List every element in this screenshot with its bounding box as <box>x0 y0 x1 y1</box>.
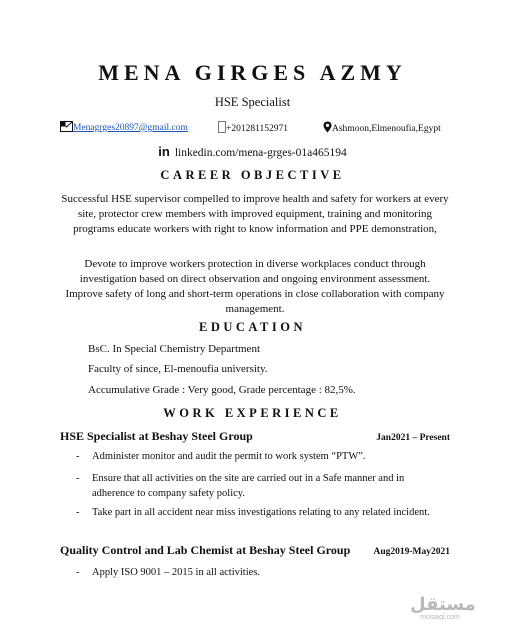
career-paragraph-1: Successful HSE supervisor compelled to improve health and safety for workers at every site, protector crew members with improved equipment, training and monitoring programs educate workers with right to know information and PPE demonstration, <box>61 193 449 235</box>
list-item <box>76 506 436 521</box>
bullet-dash: - <box>76 567 80 578</box>
career-paragraph-2: Devote to improve workers protection in diverse workplaces conduct through investigation based on direct observation and ongoing environment assessment. Improve safety of long and short-term operations in close collaboration with company management. <box>65 258 445 315</box>
list-item <box>76 450 436 465</box>
job-title-row <box>60 429 450 444</box>
location-pin-icon <box>323 121 332 136</box>
watermark-url: mostaql.com <box>420 614 460 621</box>
location-text: Ashmoon,Elmenoufia,Egypt <box>332 123 441 134</box>
email-icon <box>60 121 73 135</box>
phone-contact <box>218 121 288 136</box>
job-role: HSE Specialist <box>214 95 291 109</box>
education-faculty: Faculty of since, El-menoufia university. <box>88 363 268 375</box>
job-date: Jan2021 – Present <box>376 433 450 443</box>
bullet-text: Administer monitor and audit the permit to work system “PTW”. <box>92 451 366 462</box>
linkedin-url[interactable]: linkedin.com/mena-grges-01a465194 <box>174 147 347 159</box>
email-link[interactable]: Menagrges20897@gmail.com <box>73 123 188 133</box>
linkedin-icon: in <box>158 144 170 159</box>
bullet-text: Ensure that all activities on the site are carried out in a Safe manner and in adherence to company safety policy. <box>92 473 405 499</box>
bullet-dash: - <box>76 473 80 484</box>
job-title-row <box>60 543 450 558</box>
phone-number: +201281152971 <box>226 123 289 134</box>
mostaql-watermark <box>410 594 476 621</box>
list-item <box>76 472 436 501</box>
career-objective-heading: CAREER OBJECTIVE <box>160 168 345 182</box>
watermark-arabic-logo: مستقل <box>410 594 476 615</box>
education-grade: Accumulative Grade : Very good, Grade percentage : 82,5%. <box>88 384 356 396</box>
location-contact <box>323 121 441 136</box>
linkedin-line[interactable] <box>0 144 505 159</box>
job-title: Quality Control and Lab Chemist at Beshay Steel Group <box>60 543 351 557</box>
job-date: Aug2019-May2021 <box>373 547 450 557</box>
bullet-dash: - <box>76 507 80 518</box>
phone-icon <box>218 121 226 136</box>
bullet-text: Take part in all accident near miss investigations relating to any related incident. <box>92 507 430 518</box>
candidate-name: MENA GIRGES AZMY <box>98 60 407 85</box>
work-experience-heading: WORK EXPERIENCE <box>163 406 342 420</box>
email-contact[interactable] <box>60 121 188 135</box>
list-item <box>76 566 436 581</box>
education-degree: BsC. In Special Chemistry Department <box>88 343 260 355</box>
job-title: HSE Specialist at Beshay Steel Group <box>60 429 253 443</box>
bullet-text: Apply ISO 9001 – 2015 in all activities. <box>92 567 260 578</box>
bullet-dash: - <box>76 451 80 462</box>
education-heading: EDUCATION <box>199 320 306 334</box>
